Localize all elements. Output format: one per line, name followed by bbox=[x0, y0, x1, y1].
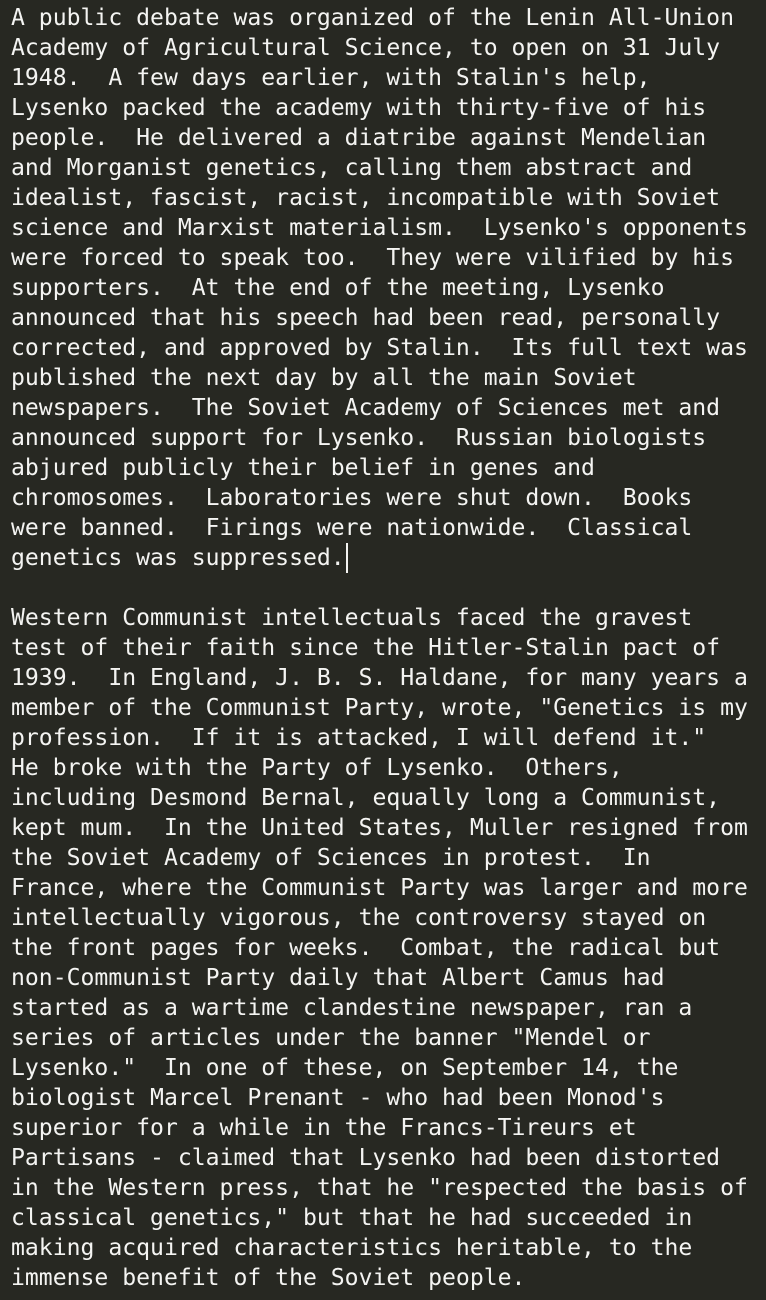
text-line: Lysenko packed the academy with thirty-five of his bbox=[11, 95, 707, 121]
paragraph-2 bbox=[11, 603, 766, 1293]
text-line: Lysenko." In one of these, on September 14, the bbox=[11, 1055, 679, 1081]
text-line: announced support for Lysenko. Russian biologists bbox=[11, 425, 707, 451]
text-line: the Soviet Academy of Sciences in protest. In bbox=[11, 845, 651, 871]
blank-line bbox=[11, 573, 766, 603]
paragraph-1 bbox=[11, 3, 766, 573]
text-line: 1948. A few days earlier, with Stalin's help, bbox=[11, 65, 651, 91]
text-line: people. He delivered a diatribe against Mendelian bbox=[11, 125, 707, 151]
text-line: non-Communist Party daily that Albert Camus had bbox=[11, 965, 665, 991]
text-line: and Morganist genetics, calling them abstract and bbox=[11, 155, 693, 181]
text-line: abjured publicly their belief in genes and bbox=[11, 455, 595, 481]
text-line: supporters. At the end of the meeting, Lysenko bbox=[11, 275, 665, 301]
text-line: classical genetics," but that he had succeeded in bbox=[11, 1205, 693, 1231]
text-line: published the next day by all the main Soviet bbox=[11, 365, 637, 391]
text-cursor bbox=[346, 543, 348, 573]
text-line: chromosomes. Laboratories were shut down. Books bbox=[11, 485, 693, 511]
text-line: corrected, and approved by Stalin. Its full text was bbox=[11, 335, 748, 361]
text-line: making acquired characteristics heritable, to the bbox=[11, 1235, 693, 1261]
text-line: 1939. In England, J. B. S. Haldane, for many years a bbox=[11, 665, 748, 691]
text-line: the front pages for weeks. Combat, the radical but bbox=[11, 935, 721, 961]
text-line: profession. If it is attacked, I will defend it." bbox=[11, 725, 707, 751]
text-line: immense benefit of the Soviet people. bbox=[11, 1265, 526, 1291]
text-line: idealist, fascist, racist, incompatible with Soviet bbox=[11, 185, 721, 211]
text-line: including Desmond Bernal, equally long a Communist, bbox=[11, 785, 721, 811]
text-line: Partisans - claimed that Lysenko had been distorted bbox=[11, 1145, 721, 1171]
text-line: science and Marxist materialism. Lysenko's opponents bbox=[11, 215, 748, 241]
text-line: test of their faith since the Hitler-Stalin pact of bbox=[11, 635, 721, 661]
text-line: biologist Marcel Prenant - who had been Monod's bbox=[11, 1085, 665, 1111]
text-line: intellectually vigorous, the controversy stayed on bbox=[11, 905, 707, 931]
text-line: were banned. Firings were nationwide. Classical bbox=[11, 515, 693, 541]
text-line-with-cursor bbox=[11, 543, 766, 573]
text-line: superior for a while in the Francs-Tireurs et bbox=[11, 1115, 637, 1141]
text-line: started as a wartime clandestine newspaper, ran a bbox=[11, 995, 693, 1021]
text-line: newspapers. The Soviet Academy of Sciences met and bbox=[11, 395, 721, 421]
text-line: kept mum. In the United States, Muller resigned from bbox=[11, 815, 748, 841]
text-line: Academy of Agricultural Science, to open on 31 July bbox=[11, 35, 721, 61]
text-line: He broke with the Party of Lysenko. Others, bbox=[11, 755, 623, 781]
text-line: were forced to speak too. They were vilified by his bbox=[11, 245, 734, 271]
text-line: Western Communist intellectuals faced the gravest bbox=[11, 605, 693, 631]
text-line-content: genetics was suppressed. bbox=[11, 545, 345, 571]
text-line: in the Western press, that he "respected the basis of bbox=[11, 1175, 748, 1201]
text-line: series of articles under the banner "Mendel or bbox=[11, 1025, 651, 1051]
text-line: France, where the Communist Party was larger and more bbox=[11, 875, 748, 901]
text-line: A public debate was organized of the Lenin All-Union bbox=[11, 5, 734, 31]
text-line: announced that his speech had been read, personally bbox=[11, 305, 721, 331]
text-line: member of the Communist Party, wrote, "Genetics is my bbox=[11, 695, 748, 721]
